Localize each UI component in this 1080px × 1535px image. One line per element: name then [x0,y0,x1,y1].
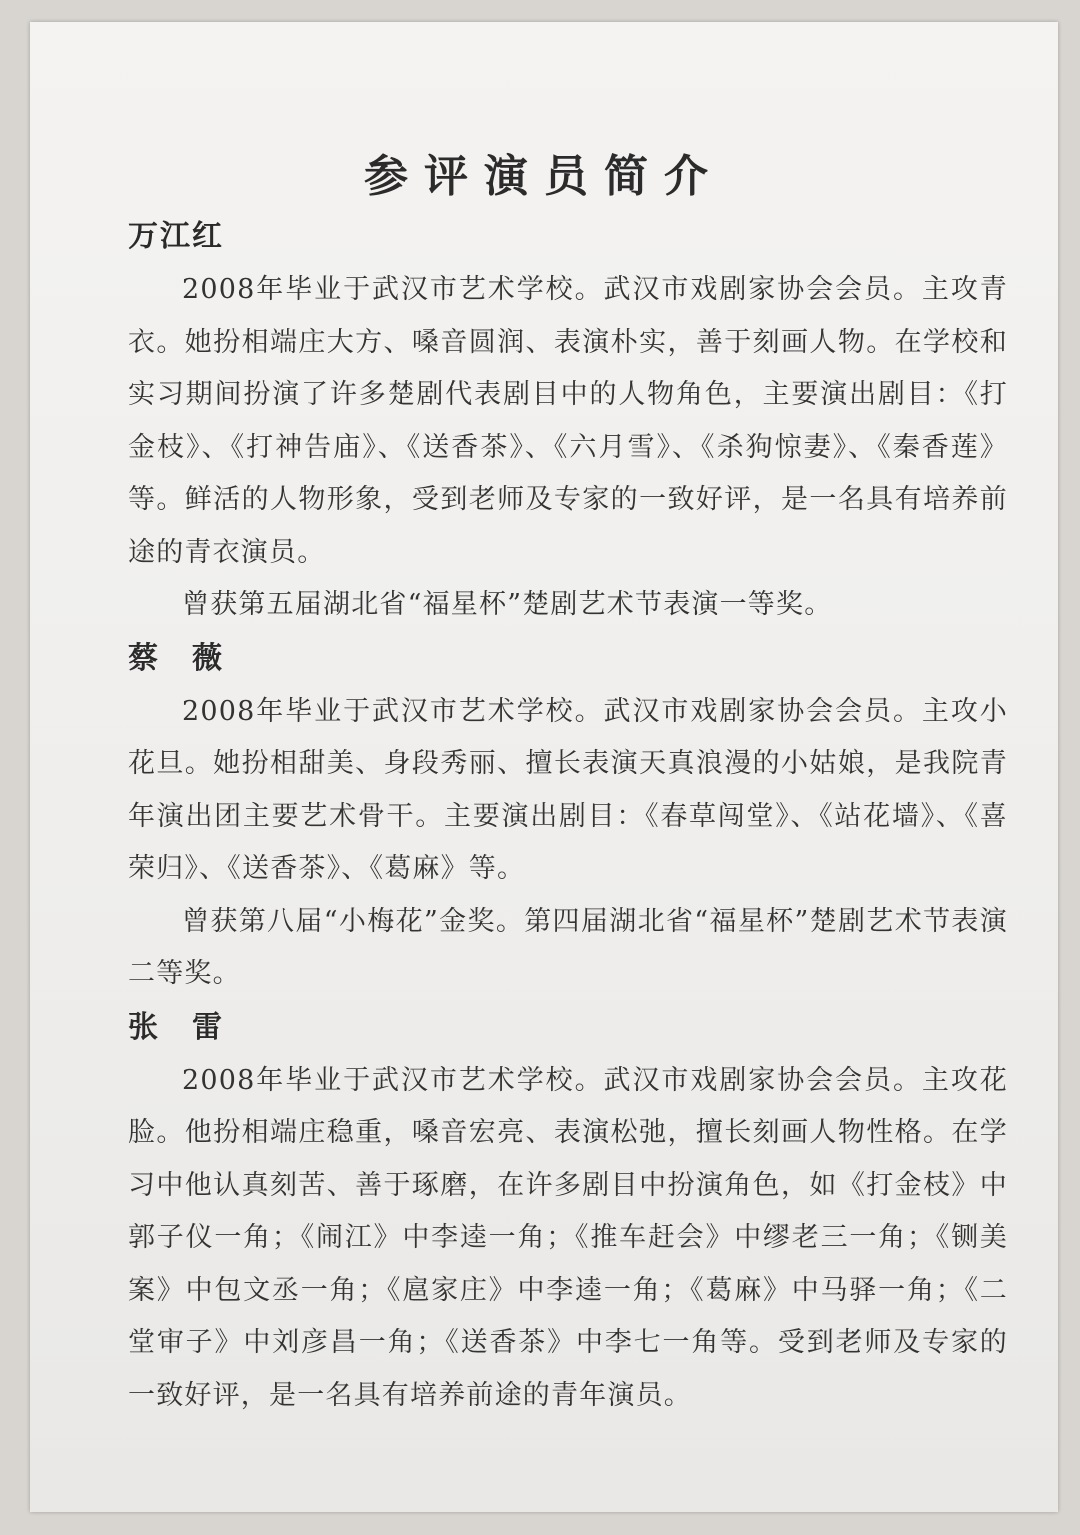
actor-section-zhang-lei [128,1001,1008,1423]
actor-name: 蔡 薇 [128,640,224,676]
actor-award-paragraph: 曾获第八届“小梅花”金奖。第四届湖北省“福星杯”楚剧艺术节表演二等奖。 [128,905,1008,989]
actor-bio-paragraph: 2008年毕业于武汉市艺术学校。武汉市戏剧家协会会员。主攻青衣。她扮相端庄大方、嗓音圆润、表演朴实，善于刻画人物。在学校和实习期间扮演了许多楚剧代表剧目中的人物角色，主要演出剧目：《打金枝》、《打神告庙》、《送香茶》、《六月雪》、《杀狗惊妻》、《秦香莲》等。鲜活的人物形象，受到老师及专家的一致好评，是一名具有培养前途的青衣演员。 [128,274,1008,568]
actor-name: 万江红 [128,219,224,254]
actor-award-paragraph: 曾获第五届湖北省“福星杯”楚剧艺术节表演一等奖。 [182,589,833,620]
actor-list [128,210,1008,1422]
actor-section-cai-wei [128,632,1008,1001]
actor-bio-paragraph: 2008年毕业于武汉市艺术学校。武汉市戏剧家协会会员。主攻花脸。他扮相端庄稳重，嗓音宏亮、表演松弛，擅长刻画人物性格。在学习中他认真刻苦、善于琢磨，在许多剧目中扮演角色，如《打金枝》中郭子仪一角；《闹江》中李逵一角；《推车赶会》中缪老三一角；《铡美案》中包文丞一角；《扈家庄》中李逵一角；《葛麻》中马驿一角；《二堂审子》中刘彦昌一角；《送香茶》中李七一角等。受到老师及专家的一致好评，是一名具有培养前途的青年演员。 [128,1064,1008,1411]
actor-bio-paragraph: 2008年毕业于武汉市艺术学校。武汉市戏剧家协会会员。主攻小花旦。她扮相甜美、身段秀丽、擅长表演天真浪漫的小姑娘，是我院青年演出团主要艺术骨干。主要演出剧目：《春草闯堂》、《站花墙》、《喜荣归》、《送香茶》、《葛麻》等。 [128,695,1008,884]
page-title: 参评演员简介 [364,151,724,202]
actor-name: 张 雷 [128,1009,224,1045]
document-page [30,22,1058,1512]
actor-section-wan-jianghong [128,210,1008,632]
